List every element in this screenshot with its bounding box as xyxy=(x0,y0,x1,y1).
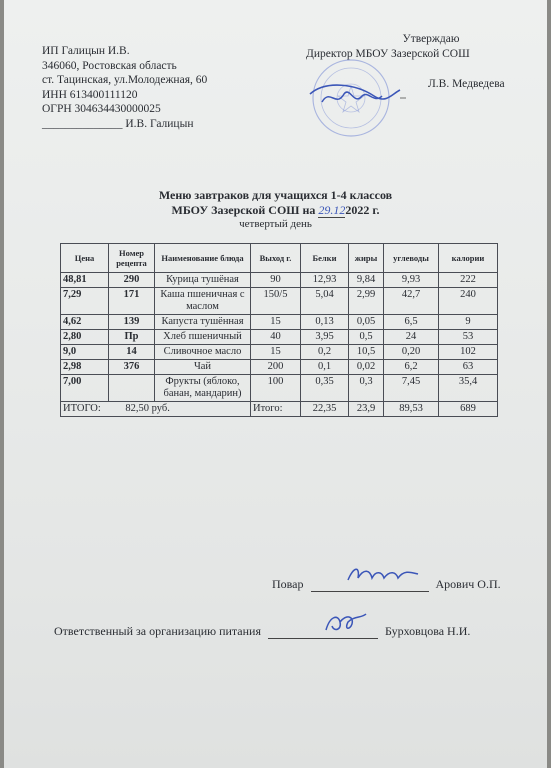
dish-name-cell: Хлеб пшеничный xyxy=(155,330,251,345)
table-row xyxy=(61,345,498,360)
carbs-cell: 24 xyxy=(384,330,439,345)
price-cell: 2,80 xyxy=(61,330,109,345)
responsible-signature-row xyxy=(54,624,470,639)
calories-cell: 35,4 xyxy=(439,375,498,402)
protein-cell: 0,35 xyxy=(301,375,349,402)
protein-cell: 5,04 xyxy=(301,288,349,315)
yield-cell: 200 xyxy=(251,360,301,375)
menu-title-line1: Меню завтраков для учащихся 1-4 классов xyxy=(158,188,393,202)
dish-name-cell: Курица тушёная xyxy=(155,273,251,288)
calories-cell: 240 xyxy=(439,288,498,315)
column-header-fat: жиры xyxy=(349,244,384,273)
total-protein: 22,35 xyxy=(301,402,349,417)
issuer-inn: ИНН 613400111120 xyxy=(42,88,138,101)
table-row xyxy=(61,288,498,315)
table-row xyxy=(61,315,498,330)
total-fat: 23,9 xyxy=(349,402,384,417)
column-header-calories: калории xyxy=(439,244,498,273)
column-header-recipe: Номер рецепта xyxy=(109,244,155,273)
dish-name-cell: Сливочное масло xyxy=(155,345,251,360)
responsible-signature-icon xyxy=(320,610,370,636)
responsible-name: Бурховцова Н.И. xyxy=(385,624,471,638)
total-row xyxy=(61,402,498,417)
recipe-cell: 290 xyxy=(109,273,155,288)
issuer-address-line1: 346060, Ростовская область xyxy=(42,59,177,72)
total-calories: 689 xyxy=(439,402,498,417)
responsible-signature-line xyxy=(268,638,378,639)
calories-cell: 63 xyxy=(439,360,498,375)
protein-cell: 0,1 xyxy=(301,360,349,375)
table-header-row xyxy=(61,244,498,273)
recipe-cell xyxy=(109,375,155,402)
yield-cell: 40 xyxy=(251,330,301,345)
yield-cell: 150/5 xyxy=(251,288,301,315)
table-row xyxy=(61,375,498,402)
menu-table xyxy=(60,243,498,417)
price-cell: 7,00 xyxy=(61,375,109,402)
fat-cell: 0,05 xyxy=(349,315,384,330)
director-name: Л.В. Медведева xyxy=(428,78,505,90)
fat-cell: 10,5 xyxy=(349,345,384,360)
title-year: 2022 г. xyxy=(345,203,380,217)
dish-name-cell: Фрукты (яблоко, банан, мандарин) xyxy=(155,375,251,402)
price-cell: 9,0 xyxy=(61,345,109,360)
column-header-price: Цена xyxy=(61,244,109,273)
fat-cell: 0,5 xyxy=(349,330,384,345)
calories-cell: 9 xyxy=(439,315,498,330)
responsible-label: Ответственный за организацию питания xyxy=(54,624,261,638)
column-header-yield: Выход г. xyxy=(251,244,301,273)
protein-cell: 12,93 xyxy=(301,273,349,288)
menu-day: четвертый день xyxy=(239,218,312,230)
total-price-cell xyxy=(61,402,251,417)
issuer-name: ИП Галицын И.В. xyxy=(42,45,130,57)
carbs-cell: 6,2 xyxy=(384,360,439,375)
protein-cell: 0,13 xyxy=(301,315,349,330)
column-header-protein: Белки xyxy=(301,244,349,273)
cook-signature-line xyxy=(311,591,429,592)
table-row xyxy=(61,330,498,345)
total-label: ИТОГО: xyxy=(63,403,101,414)
carbs-cell: 7,45 xyxy=(384,375,439,402)
column-header-carbs: углеводы xyxy=(384,244,439,273)
total-itogo-label: Итого: xyxy=(251,402,301,417)
issuer-address-line2: ст. Тацинская, ул.Молодежная, 60 xyxy=(42,74,208,86)
dish-name-cell: Каша пшеничная с маслом xyxy=(155,288,251,315)
protein-cell: 0,2 xyxy=(301,345,349,360)
calories-cell: 222 xyxy=(439,273,498,288)
cook-signature-icon xyxy=(344,562,424,586)
carbs-cell: 6,5 xyxy=(384,315,439,330)
calories-cell: 53 xyxy=(439,330,498,345)
yield-cell: 15 xyxy=(251,315,301,330)
recipe-cell: 171 xyxy=(109,288,155,315)
protein-cell: 3,95 xyxy=(301,330,349,345)
cook-label: Повар xyxy=(272,577,304,591)
fat-cell: 0,3 xyxy=(349,375,384,402)
total-carbs: 89,53 xyxy=(384,402,439,417)
dish-name-cell: Капуста тушённая xyxy=(155,315,251,330)
fat-cell: 9,84 xyxy=(349,273,384,288)
issuer-block xyxy=(42,44,207,131)
approver-position: Директор МБОУ Зазерской СОШ xyxy=(306,47,470,60)
carbs-cell: 0,20 xyxy=(384,345,439,360)
recipe-cell: 14 xyxy=(109,345,155,360)
fat-cell: 2,99 xyxy=(349,288,384,315)
table-row xyxy=(61,273,498,288)
issuer-signature-line: ______________ И.В. Галицын xyxy=(42,117,194,130)
cook-name: Арович О.П. xyxy=(435,577,501,591)
carbs-cell: 9,93 xyxy=(384,273,439,288)
calories-cell: 102 xyxy=(439,345,498,360)
document-page xyxy=(4,0,547,768)
handwritten-date: 29.12 xyxy=(318,203,346,217)
recipe-cell: Пр xyxy=(109,330,155,345)
total-sum: 82,50 руб. xyxy=(125,403,170,414)
yield-cell: 15 xyxy=(251,345,301,360)
dish-name-cell: Чай xyxy=(155,360,251,375)
column-header-dish: Наименование блюда xyxy=(155,244,251,273)
approve-word: Утверждаю xyxy=(402,33,460,45)
price-cell: 48,81 xyxy=(61,273,109,288)
yield-cell: 90 xyxy=(251,273,301,288)
carbs-cell: 42,7 xyxy=(384,288,439,315)
price-cell: 4,62 xyxy=(61,315,109,330)
recipe-cell: 139 xyxy=(109,315,155,330)
issuer-ogrn: ОГРН 304634430000025 xyxy=(42,103,161,115)
title-school: МБОУ Зазерской СОШ на xyxy=(171,203,319,217)
price-cell: 2,98 xyxy=(61,360,109,375)
director-seal-stamp-icon xyxy=(296,50,406,160)
fat-cell: 0,02 xyxy=(349,360,384,375)
table-row xyxy=(61,360,498,375)
yield-cell: 100 xyxy=(251,375,301,402)
price-cell: 7,29 xyxy=(61,288,109,315)
menu-title-line2 xyxy=(4,203,547,218)
recipe-cell: 376 xyxy=(109,360,155,375)
